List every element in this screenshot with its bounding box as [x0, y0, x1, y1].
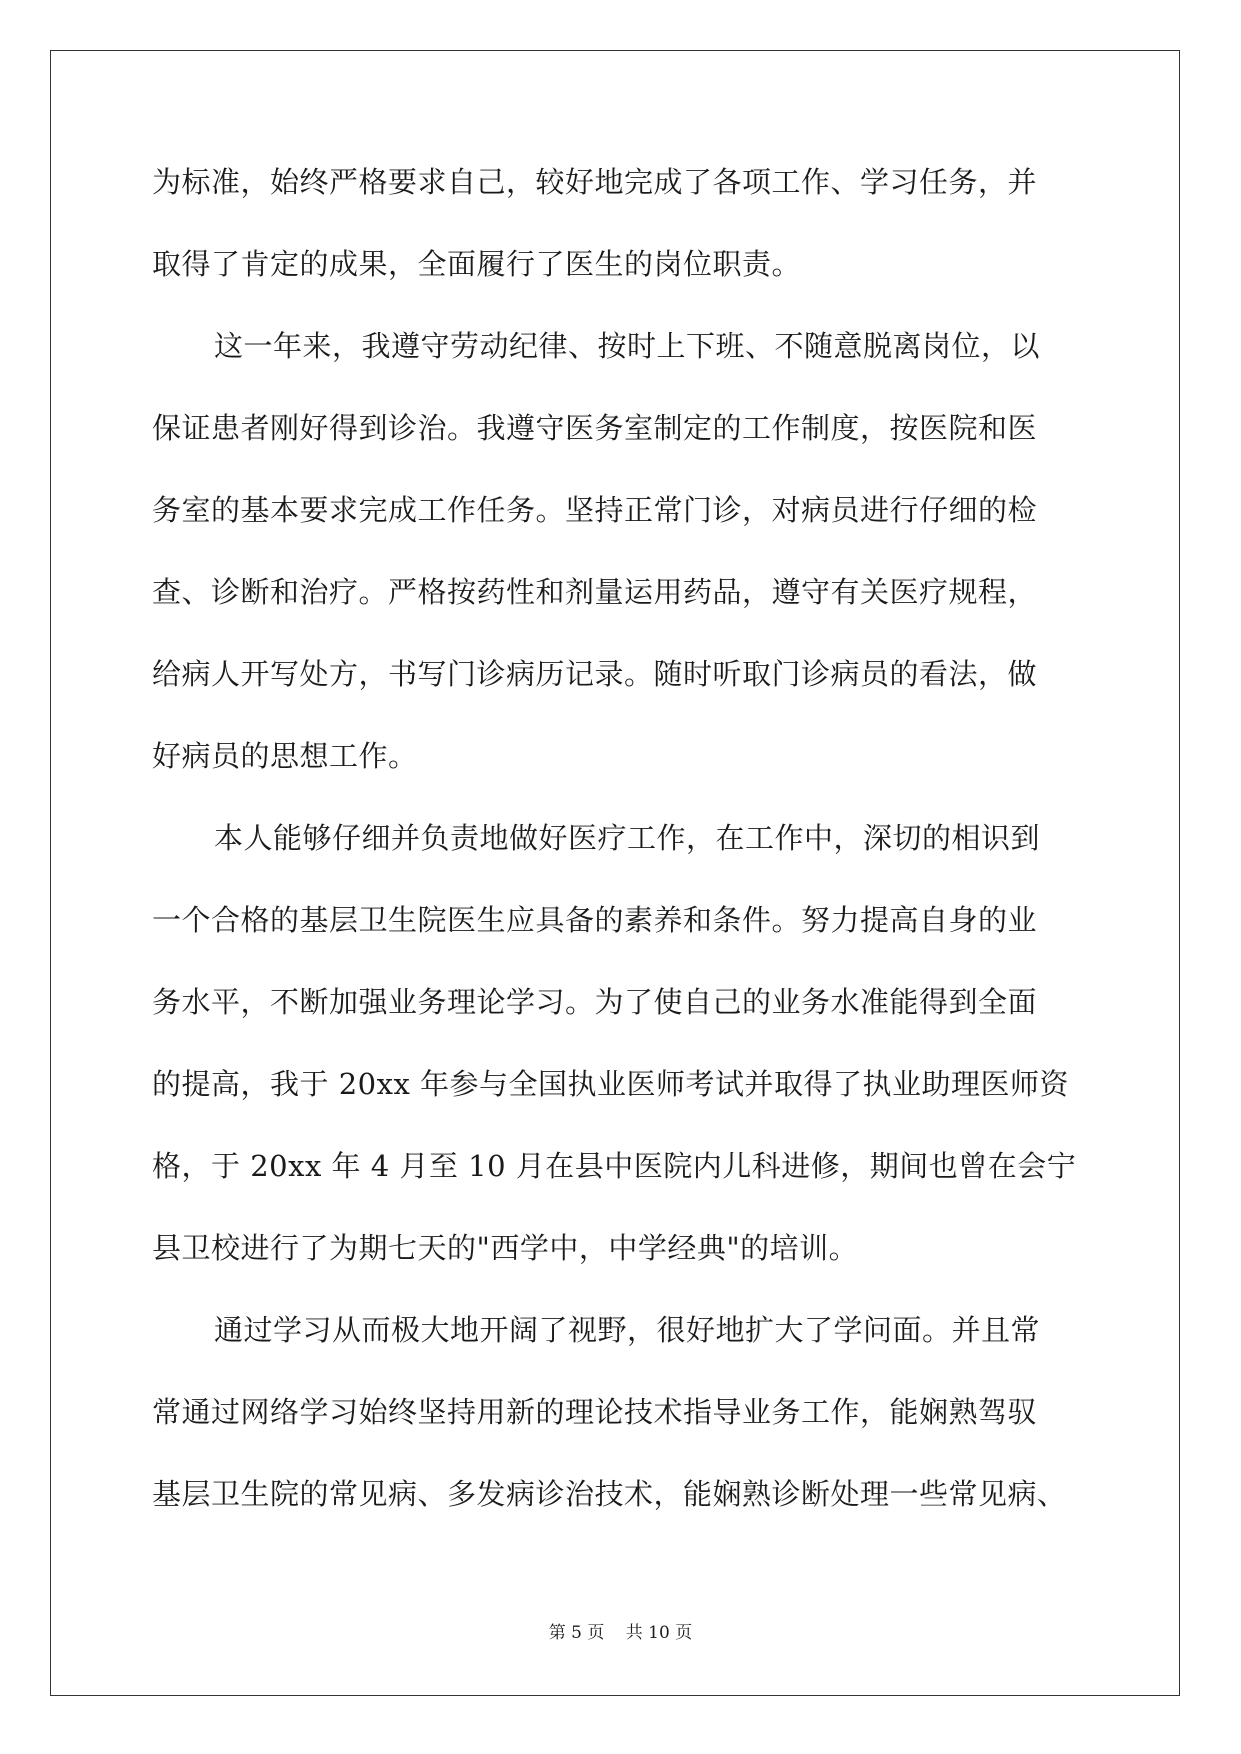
text-line: 的提高，我于 20xx 年参与全国执业医师考试并取得了执业助理医师资	[152, 1067, 1070, 1101]
text-line: 县卫校进行了为期七天的"西学中，中学经典"的培训。	[152, 1231, 859, 1265]
text-line: 务室的基本要求完成工作任务。坚持正常门诊，对病员进行仔细的检	[152, 493, 1038, 527]
text-line: 给病人开写处方，书写门诊病历记录。随时听取门诊病员的看法，做	[152, 657, 1038, 691]
text-line: 好病员的思想工作。	[152, 739, 418, 773]
text-line: 通过学习从而极大地开阔了视野，很好地扩大了学问面。并且常	[214, 1313, 1041, 1347]
page-number: 第 5 页	[548, 1623, 605, 1643]
text-line: 基层卫生院的常见病、多发病诊治技术，能娴熟诊断处理一些常见病、	[152, 1477, 1067, 1511]
text-line: 本人能够仔细并负责地做好医疗工作，在工作中，深切的相识到	[214, 821, 1041, 855]
text-line: 为标准，始终严格要求自己，较好地完成了各项工作、学习任务，并	[152, 165, 1038, 199]
text-line: 格，于 20xx 年 4 月至 10 月在县中医院内儿科进修，期间也曾在会宁	[152, 1149, 1077, 1183]
text-line: 常通过网络学习始终坚持用新的理论技术指导业务工作，能娴熟驾驭	[152, 1395, 1038, 1429]
text-line: 查、诊断和治疗。严格按药性和剂量运用药品，遵守有关医疗规程，	[152, 575, 1038, 609]
text-line: 保证患者刚好得到诊治。我遵守医务室制定的工作制度，按医院和医	[152, 411, 1038, 445]
page-total: 共 10 页	[625, 1623, 693, 1643]
text-line: 这一年来，我遵守劳动纪律、按时上下班、不随意脱离岗位，以	[214, 329, 1041, 363]
text-line: 取得了肯定的成果，全面履行了医生的岗位职责。	[152, 247, 802, 281]
document-body	[152, 162, 1092, 1556]
text-line: 务水平，不断加强业务理论学习。为了使自己的业务水准能得到全面	[152, 985, 1038, 1019]
text-line: 一个合格的基层卫生院医生应具备的素养和条件。努力提高自身的业	[152, 903, 1038, 937]
page-footer	[0, 1618, 1241, 1643]
